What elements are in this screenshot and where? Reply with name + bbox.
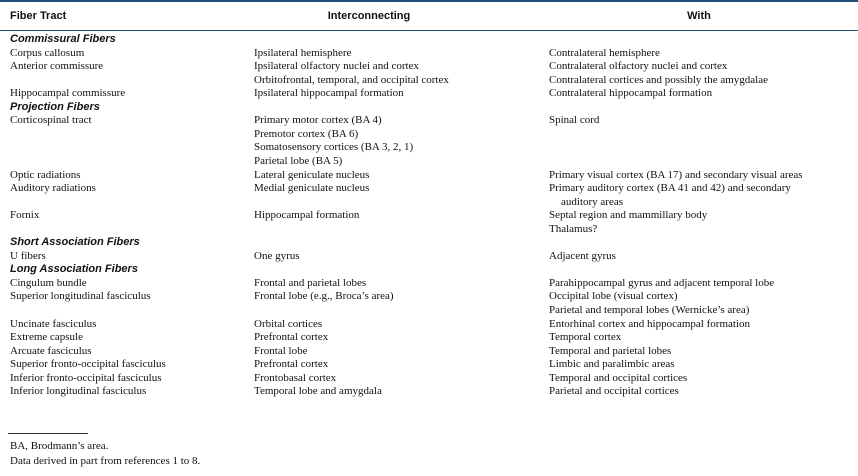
section-title: Long Association Fibers	[10, 263, 138, 276]
table-row	[0, 141, 858, 155]
table-row	[0, 209, 858, 223]
table-row	[0, 155, 858, 169]
with-cell: Septal region and mammillary body	[549, 209, 708, 222]
with-cell: Adjacent gyrus	[549, 249, 616, 262]
top-rule	[0, 0, 858, 2]
fiber-tract-cell: Arcuate fasciculus	[10, 344, 92, 357]
table-row	[0, 345, 858, 359]
with-cell: Limbic and paralimbic areas	[549, 358, 675, 371]
section-heading	[0, 263, 858, 277]
section-title: Commissural Fibers	[10, 33, 116, 45]
with-cell: Entorhinal cortex and hippocampal formation	[549, 317, 750, 330]
with-cell: Temporal cortex	[549, 331, 622, 344]
table-row	[0, 114, 858, 128]
table-row	[0, 385, 858, 399]
fiber-tract-cell: Cingulum bundle	[10, 276, 87, 289]
interconnecting-cell: Parietal lobe (BA 5)	[254, 154, 343, 167]
table-row	[0, 277, 858, 291]
with-cell: Temporal and occipital cortices	[549, 371, 688, 384]
with-cell: Primary auditory cortex (BA 41 and 42) and secondary	[549, 182, 791, 195]
table-row	[0, 74, 858, 88]
interconnecting-cell: Hippocampal formation	[254, 209, 360, 222]
table-row	[0, 47, 858, 61]
interconnecting-cell: Temporal lobe and amygdala	[254, 385, 382, 398]
interconnecting-cell: Frontobasal cortex	[254, 371, 337, 384]
table-row	[0, 304, 858, 318]
with-cell: Parietal and temporal lobes (Wernicke’s area)	[549, 304, 750, 316]
fiber-tract-cell: Inferior fronto-occipital fasciculus	[10, 371, 162, 384]
with-cell: Thalamus?	[549, 222, 598, 235]
interconnecting-cell: Frontal lobe (e.g., Broca’s area)	[254, 290, 394, 303]
with-cell: Parahippocampal gyrus and adjacent temporal lobe	[549, 276, 775, 289]
table-row	[0, 318, 858, 332]
fiber-tract-cell: Fornix	[10, 209, 40, 222]
fiber-tract-cell: Superior fronto-occipital fasciculus	[10, 358, 166, 371]
section-heading	[0, 101, 858, 115]
table-row	[0, 87, 858, 101]
interconnecting-cell: Prefrontal cortex	[254, 358, 329, 371]
interconnecting-cell: Premotor cortex (BA 6)	[254, 127, 359, 140]
fiber-tract-cell: Hippocampal commissure	[10, 87, 126, 100]
table-row	[0, 223, 858, 237]
interconnecting-cell: Ipsilateral hippocampal formation	[254, 87, 404, 100]
interconnecting-cell: Medial geniculate nucleus	[254, 182, 370, 195]
fiber-tract-cell: Superior longitudinal fasciculus	[10, 290, 151, 303]
table-row	[0, 290, 858, 304]
interconnecting-cell: Orbitofrontal, temporal, and occipital cortex	[254, 73, 449, 86]
table-row	[0, 196, 858, 210]
interconnecting-cell: Prefrontal cortex	[254, 331, 329, 344]
fiber-tract-cell: Anterior commissure	[10, 60, 104, 73]
interconnecting-cell: Frontal lobe	[254, 344, 308, 357]
with-cell: Primary visual cortex (BA 17) and secondary visual areas	[549, 168, 803, 181]
table-row	[0, 250, 858, 264]
with-cell: Contralateral hippocampal formation	[549, 87, 713, 100]
fiber-tract-cell: U fibers	[10, 249, 46, 262]
table-row	[0, 372, 858, 386]
footnote-rule	[8, 433, 88, 434]
table-row	[0, 182, 858, 196]
table-row	[0, 60, 858, 74]
interconnecting-cell: Frontal and parietal lobes	[254, 276, 367, 289]
with-cell: Contralateral cortices and possibly the amygdalae	[549, 73, 769, 86]
table-row	[0, 169, 858, 183]
section-title: Short Association Fibers	[10, 236, 140, 249]
interconnecting-cell: Orbital cortices	[254, 317, 323, 330]
interconnecting-cell: Ipsilateral hemisphere	[254, 46, 352, 59]
section-heading	[0, 236, 858, 250]
interconnecting-cell: Lateral geniculate nucleus	[254, 168, 370, 181]
with-cell: Spinal cord	[549, 114, 600, 127]
header-rule	[0, 30, 858, 31]
interconnecting-cell: Somatosensory cortices (BA 3, 2, 1)	[254, 141, 414, 154]
fiber-tract-cell: Inferior longitudinal fasciculus	[10, 385, 147, 398]
table-row	[0, 331, 858, 345]
with-cell: auditory areas	[561, 195, 623, 208]
fiber-tract-cell: Uncinate fasciculus	[10, 317, 97, 330]
with-cell: Contralateral hemisphere	[549, 46, 660, 59]
fiber-tract-cell: Auditory radiations	[10, 182, 96, 195]
interconnecting-cell: One gyrus	[254, 249, 300, 262]
with-cell: Parietal and occipital cortices	[549, 385, 679, 398]
footnote-source: Data derived in part from references 1 to 8.	[10, 455, 201, 467]
interconnecting-cell: Ipsilateral olfactory nuclei and cortex	[254, 60, 419, 73]
fiber-tract-cell: Corpus callosum	[10, 46, 85, 59]
table-row	[0, 128, 858, 142]
header-fiber-tract: Fiber Tract	[10, 10, 67, 22]
with-cell: Contralateral olfactory nuclei and cortex	[549, 60, 728, 73]
header-interconnecting: Interconnecting	[327, 10, 411, 22]
section-heading	[0, 33, 858, 47]
interconnecting-cell: Primary motor cortex (BA 4)	[254, 114, 382, 127]
section-title: Projection Fibers	[10, 100, 100, 113]
fiber-tract-cell: Corticospinal tract	[10, 114, 92, 127]
with-cell: Temporal and parietal lobes	[549, 344, 672, 357]
header-with: With	[687, 10, 711, 22]
fiber-tract-cell: Optic radiations	[10, 168, 81, 181]
fiber-tract-cell: Extreme capsule	[10, 331, 83, 344]
table-row	[0, 358, 858, 372]
footnote-abbreviation: BA, Brodmann’s area.	[10, 440, 109, 452]
with-cell: Occipital lobe (visual cortex)	[549, 290, 678, 303]
